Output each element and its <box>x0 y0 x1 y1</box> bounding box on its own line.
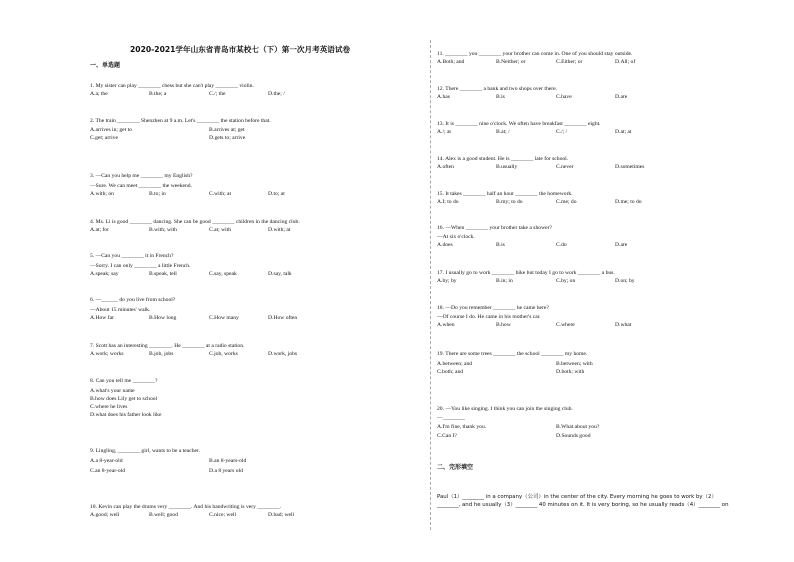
options-row <box>437 163 767 172</box>
option-b[interactable]: B.between; with <box>556 361 593 367</box>
option-b[interactable]: B.with; with <box>149 227 177 233</box>
option-c[interactable]: C.nice; well <box>209 512 237 518</box>
question-stem: 9. Lingling, ________ girl, wants to be a teacher. <box>90 448 200 454</box>
question-stem: 10. Kevin can play the drums very ________. And his handwriting is very ________. <box>90 504 282 510</box>
options-row <box>437 321 767 330</box>
option-a[interactable]: A.by; by <box>437 278 457 284</box>
options-grid <box>437 361 767 379</box>
question-13 <box>437 121 767 137</box>
options-row <box>437 93 767 102</box>
question-stem-line-2: —About 15 minutes' walk. <box>90 307 151 313</box>
question-stem-line-2: —Sorry. I can only ________ a little French. <box>90 263 191 269</box>
question-9 <box>90 448 420 476</box>
question-stem: 5. —Can you ________ it in French? <box>90 253 174 259</box>
option-a[interactable]: A.between; and <box>437 361 473 367</box>
column-divider <box>430 40 431 530</box>
question-3 <box>90 173 420 199</box>
question-stem: 6. —______ do you live from school? <box>90 297 176 303</box>
option-b[interactable]: B.usually <box>496 164 518 170</box>
option-a[interactable]: A.has <box>437 94 450 100</box>
option-d[interactable]: D.say, talk <box>268 271 292 277</box>
option-a[interactable]: A.a; the <box>90 91 108 97</box>
option-c[interactable]: C./; / <box>556 129 568 135</box>
option-a[interactable]: A.speak; say <box>90 271 119 277</box>
question-stem: 15. It takes ________ half an hour ________ the homework. <box>437 191 573 197</box>
question-stem: 13. It is ________ nine o'clock. We often have breakfast ________ eight. <box>437 121 601 127</box>
question-stem: 19. There are some trees ________ the school ________ my home. <box>437 351 588 357</box>
options-row <box>437 128 767 137</box>
option-d[interactable]: D.what <box>615 322 632 328</box>
question-stem: 17. I usually go to work ________ bike but today I go to work ________ a bus. <box>437 270 615 276</box>
options-grid <box>90 458 420 476</box>
options-grid <box>437 424 767 442</box>
question-4 <box>90 219 420 235</box>
question-stem: 3. —Can you help me ________ my English? <box>90 173 193 179</box>
cloze-line-2: ________, and he usually（3）________ 40 minutes on it. It is very boring, so he usually reads（4）________ on <box>437 502 729 508</box>
question-stem: 16. —When ________ your brother take a shower? <box>437 225 552 231</box>
option-d[interactable]: D.what does his father look like <box>90 412 162 418</box>
option-d[interactable]: D.All; of <box>615 59 636 65</box>
option-b[interactable]: B.how does Lily get to school <box>90 396 158 402</box>
question-7 <box>90 343 420 359</box>
option-a[interactable]: A.good; well <box>90 512 120 518</box>
section-heading-single-choice: 一、单选题 <box>90 62 121 69</box>
option-c[interactable]: C.Can I? <box>437 433 457 439</box>
option-a[interactable]: A.How far <box>90 315 114 321</box>
option-b[interactable]: B.How long <box>149 315 177 321</box>
option-a[interactable]: A.at; for <box>90 227 109 233</box>
option-a[interactable]: A.I'm fine, thank you. <box>437 424 487 430</box>
option-a[interactable]: A.a 8-year-old <box>90 458 123 464</box>
option-b[interactable]: B.arrives at; get <box>209 127 245 133</box>
exam-title: 2020-2021学年山东省青岛市某校七（下）第一次月考英语试卷 <box>130 45 351 54</box>
question-10 <box>90 504 420 520</box>
options-row <box>90 350 420 359</box>
option-c[interactable]: C.have <box>556 94 572 100</box>
question-20 <box>437 406 767 442</box>
option-a[interactable]: A.with; on <box>90 191 114 197</box>
option-d[interactable]: D.on; by <box>615 278 635 284</box>
option-b[interactable]: B.is <box>496 242 505 248</box>
question-stem: 12. There ________ a bank and two shops over there. <box>437 86 557 92</box>
option-b[interactable]: B.the; a <box>149 91 167 97</box>
question-2 <box>90 118 420 145</box>
option-c[interactable]: C.never <box>556 164 574 170</box>
option-b[interactable]: B.my; to do <box>496 199 523 205</box>
question-19 <box>437 351 767 379</box>
option-c[interactable]: C.at; with <box>209 227 232 233</box>
question-16 <box>437 225 767 250</box>
option-b[interactable]: B.is <box>496 94 505 100</box>
options-row <box>90 190 420 199</box>
option-c[interactable]: C.job, works <box>209 351 238 357</box>
option-c[interactable]: C.do <box>556 242 567 248</box>
option-d[interactable]: D.Sounds good <box>556 433 591 439</box>
option-d[interactable]: D.both; with <box>556 369 585 375</box>
option-b[interactable]: B.speak, tell <box>149 271 177 277</box>
question-11 <box>437 51 767 67</box>
question-18 <box>437 305 767 330</box>
cloze-line-1: Paul（1）________ in a company（公司）in the center of the city. Every morning he goes to work by（2） <box>437 494 717 500</box>
option-a[interactable]: A.I; to do <box>437 199 459 205</box>
options-row <box>437 198 767 207</box>
question-stem-line-2: —At six o'clock. <box>437 234 475 240</box>
options-row <box>90 511 420 520</box>
option-a[interactable]: A.does <box>437 242 453 248</box>
option-c[interactable]: C.get; arrive <box>90 135 118 141</box>
option-b[interactable]: B.job, jobs <box>149 351 174 357</box>
question-stem-line-2: —Of course I do. He came in his mother's car. <box>437 314 541 320</box>
option-d[interactable]: D.at; at <box>615 129 632 135</box>
option-a[interactable]: A.Both; and <box>437 59 465 65</box>
option-d[interactable]: D.the; / <box>268 91 285 97</box>
option-c[interactable]: C.where <box>556 322 575 328</box>
question-1 <box>90 83 420 99</box>
question-stem: 8. Can you tell me ________? <box>90 378 158 384</box>
question-17 <box>437 270 767 286</box>
section-heading-cloze: 二、完形填空 <box>437 464 474 471</box>
option-a[interactable]: A.work; works <box>90 351 124 357</box>
question-8 <box>90 378 420 419</box>
option-b[interactable]: B.at; / <box>496 129 510 135</box>
option-c[interactable]: C.where he lives <box>90 404 128 410</box>
option-d[interactable]: D.are <box>615 242 628 248</box>
options-row <box>437 277 767 286</box>
option-d[interactable]: D.How often <box>268 315 298 321</box>
option-d[interactable]: D.a 8 years old <box>209 468 243 474</box>
question-stem: 20. —You like singing. I think you can join the singing club. <box>437 406 573 412</box>
option-b[interactable]: B.how <box>496 322 511 328</box>
option-c[interactable]: C.me; do <box>556 199 577 205</box>
options-row <box>437 241 767 250</box>
option-c[interactable]: C.How many <box>209 315 239 321</box>
question-12 <box>437 86 767 102</box>
option-a[interactable]: A./; at <box>437 129 451 135</box>
option-d[interactable]: D.work, jobs <box>268 351 298 357</box>
cloze-passage <box>437 493 767 509</box>
question-stem: 4. Ms. Li is good ________ dancing. She can be good ________ children in the dancing club. <box>90 219 300 225</box>
option-b[interactable]: B.well; good <box>149 512 178 518</box>
option-c[interactable]: C./; the <box>209 91 226 97</box>
question-stem: 1. My sister can play ________ chess but she can't play ________ violin. <box>90 83 254 89</box>
option-b[interactable]: B.to; in <box>149 191 166 197</box>
option-d[interactable]: D.with; at <box>268 227 291 233</box>
option-b[interactable]: B.in; in <box>496 278 513 284</box>
option-d[interactable]: D.me; to do <box>615 199 642 205</box>
options-row <box>90 90 420 99</box>
option-b[interactable]: B.Neither; or <box>496 59 526 65</box>
option-c[interactable]: C.both; and <box>437 369 464 375</box>
question-14 <box>437 156 767 172</box>
options-row <box>90 270 420 279</box>
option-d[interactable]: D.sometimes <box>615 164 645 170</box>
option-d[interactable]: D.to; at <box>268 191 285 197</box>
option-d[interactable]: D.gets to; arrive <box>209 135 246 141</box>
option-a[interactable]: A.when <box>437 322 455 328</box>
question-5 <box>90 253 420 279</box>
question-stem-line-2: —Sure. We can meet ________ the weekend. <box>90 183 192 189</box>
option-b[interactable]: B.What about you? <box>556 424 600 430</box>
option-c[interactable]: C.say, speak <box>209 271 237 277</box>
option-d[interactable]: D.are <box>615 94 628 100</box>
question-stem: 11. ________ you ________ your brother can come in. One of you should stay outside. <box>437 51 633 57</box>
options-row <box>90 314 420 323</box>
option-b[interactable]: B.an 8-years-old <box>209 458 247 464</box>
option-a[interactable]: A.what's your name <box>90 388 135 394</box>
option-c[interactable]: C.Either; or <box>556 59 583 65</box>
option-c[interactable]: C.by; on <box>556 278 576 284</box>
option-a[interactable]: A.often <box>437 164 454 170</box>
question-stem: 18. —Do you remember ________ he came here? <box>437 305 549 311</box>
options-grid <box>90 127 420 145</box>
question-15 <box>437 191 767 207</box>
option-c[interactable]: C.an 8-year-old <box>90 468 125 474</box>
question-6 <box>90 297 420 323</box>
option-c[interactable]: C.with; at <box>209 191 232 197</box>
question-stem: 14. Alex is a good student. He is ________ late for school. <box>437 156 569 162</box>
options-row <box>437 58 767 67</box>
option-d[interactable]: D.bad; well <box>268 512 295 518</box>
question-stem: 2. The train ________ Shenzhen at 9 a.m. Let's ________ the station before that. <box>90 118 271 124</box>
option-a[interactable]: A.arrives in; get to <box>90 127 132 133</box>
question-stem-line-2: —________ <box>437 415 465 421</box>
options-row <box>90 226 420 235</box>
question-stem: 7. Scott has an interesting ________. He ________ at a radio station. <box>90 343 245 349</box>
